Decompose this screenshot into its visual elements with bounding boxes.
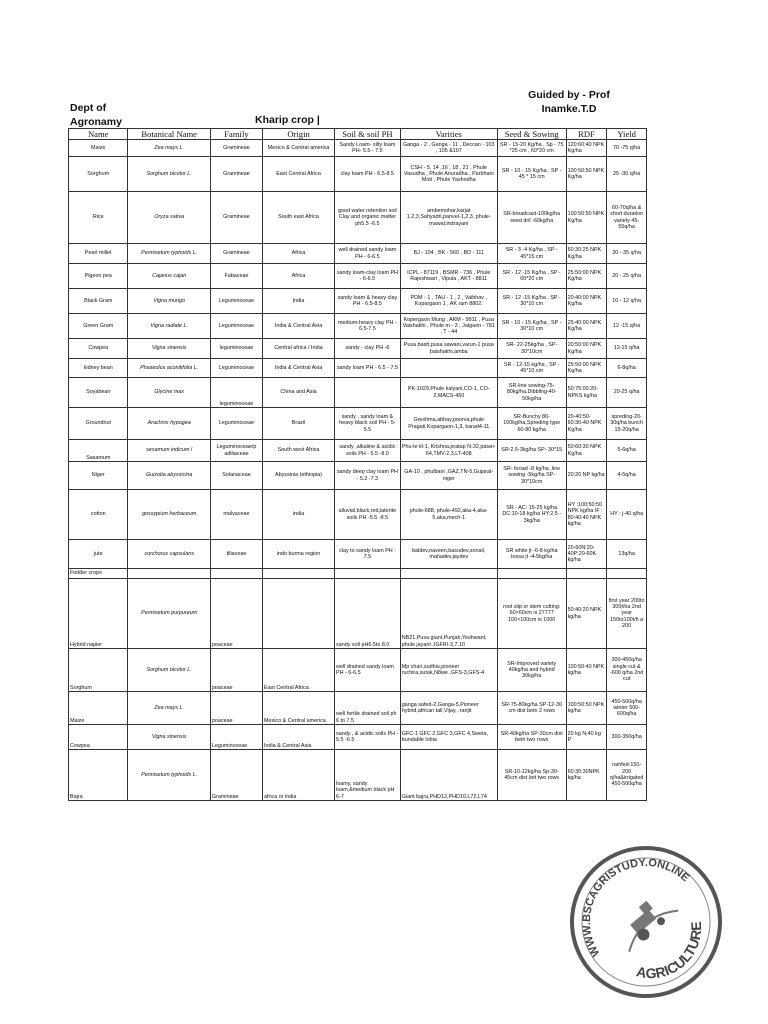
cell-soil: medium-heavy clay PH - 6.5-7.5 xyxy=(335,314,401,339)
cell-yield: first year 200to 300t/ha 2nd year 150to100t/h a 200 xyxy=(607,579,647,649)
cell-varieties: Greshma,abhay,poorva,phule Pragati,Kopargaon-1,3, karad4-11 xyxy=(400,408,497,440)
cell-origin: South east Africa xyxy=(263,192,335,244)
cell-family: leguminoceae xyxy=(210,339,262,359)
cell-family: Gramineae xyxy=(210,244,262,264)
cell-origin: africa or india xyxy=(263,750,335,801)
cell-botanical: Guizotia abyssicina xyxy=(128,462,210,490)
cell-rdf: 20-60N:20-40P:20-60K kg/ha xyxy=(566,540,607,569)
cell-name: Pigeon pea xyxy=(69,264,128,289)
cell-soil: clay to sandy loam PH : 7.5 xyxy=(335,540,401,569)
table-row xyxy=(69,244,647,264)
col-header-botanical: Botanical Name xyxy=(128,129,210,140)
guide-line-1: Guided by - Prof xyxy=(528,89,610,101)
table-row xyxy=(69,440,647,462)
cell-family: malvaceae xyxy=(210,490,262,540)
cell-botanical: Sorghum bicolor L. xyxy=(128,649,210,692)
cell-botanical: Cajanus cajan xyxy=(128,264,210,289)
cell-name: Cowpea xyxy=(69,725,128,750)
table-row xyxy=(69,692,647,725)
cell-rdf: HY :100;50;50 NPK kg/ha IF : 80:40:40 NPK kg/ha xyxy=(566,490,607,540)
cell-name: Sorghum xyxy=(69,649,128,692)
cell-origin: India & Central Asia xyxy=(263,314,335,339)
cell-origin: Abyssinia (ethiopia) xyxy=(263,462,335,490)
cell-varieties: ganga safed-2,Ganga-5,Pioneer hybrid,african tall,Vijay, ,ranjit xyxy=(400,692,497,725)
table-row xyxy=(69,289,647,314)
cell-varieties: Mp chari,sudhiu,pioneer ruchira,sutak,N8we ,GFS-3,GFS-4 xyxy=(400,649,497,692)
cell-sowing: SR-Bunchy 80-100kg/ha,Spreding type 60-80 kg/ha xyxy=(497,408,566,440)
cell-soil: sandy soil pH6.5to 8.0 xyxy=(335,579,401,649)
cell-family: Gramineae xyxy=(210,192,262,244)
cell-soil: good water retention soil Clay and organic matter ph5.5 -6.5 xyxy=(335,192,401,244)
cell-sowing: SR- 22-25kg/ha , SP- 30*10cm xyxy=(497,339,566,359)
cell-soil: loamy, sandy loam,&medium black pH 6-7 xyxy=(335,750,401,801)
cell-name: cotton xyxy=(69,490,128,540)
cell-botanical: Zea mays L. xyxy=(128,140,210,157)
cell-family: Leguminoceae xyxy=(210,314,262,339)
cell-sowing: SR - 12 -15 Kg/ha , SP - 30*10 cm xyxy=(497,289,566,314)
cell-name: Black Gram xyxy=(69,289,128,314)
cell-family: Leguminoceae xyxy=(210,725,262,750)
cell-soil: sandy loam PH - 6.5 - 7.5 xyxy=(335,359,401,378)
cell-varieties: Phu-le til-1, Krishna,pratap N-32,patan-64,TMV-2,3,LT-408 xyxy=(400,440,497,462)
table-row xyxy=(69,725,647,750)
empty-cell xyxy=(607,569,647,579)
cell-rdf: 50:60:30 NPK Kg/ha xyxy=(566,440,607,462)
cell-botanical: Pennisetum typhoids L. xyxy=(128,244,210,264)
cell-varieties: Pusa bastt,pusa sawani,varun-1 pusa baishakhi,amba xyxy=(400,339,497,359)
cell-botanical: Glycine max xyxy=(128,378,210,408)
cell-sowing: SR- broad -8 kg/ha ,line sowing -5kg/ha SP- 30*10cm xyxy=(497,462,566,490)
cell-sowing: SR - 3 -4 Kg/ha , SP - 45*15 cm xyxy=(497,244,566,264)
cell-family: Solanaceae xyxy=(210,462,262,490)
cell-soil: alluvial,black,red,laterite soils PH -5.5 -8.5 xyxy=(335,490,401,540)
cell-varieties: phule-688, phule-492,aka-4,aka-5,aka,mech-1 xyxy=(400,490,497,540)
cell-soil: sandy - clay PH -6 xyxy=(335,339,401,359)
cell-varieties: PK-1029,Phule kalyani,CO-1, CO-2,MACS-450 xyxy=(400,378,497,408)
cell-origin: Mexico & Central america xyxy=(263,140,335,157)
cell-botanical: Vigna sinensis xyxy=(128,339,210,359)
cell-sowing: SR - 12 -15 Kg/ha , SP - 60*20 cm xyxy=(497,264,566,289)
cell-varieties: GFC-1 GFC 2,GFC 3,GFC 4,Sweta, bundable lobia xyxy=(400,725,497,750)
cell-family: poaceae xyxy=(210,649,262,692)
cell-rdf: 20 kg N;40 kg P xyxy=(566,725,607,750)
col-header-varieties: Varities xyxy=(400,129,497,140)
department-label xyxy=(70,101,160,129)
cell-sowing: root slip or stem cutting: 60×60cm is 27777 100×100cm is 1000 xyxy=(497,579,566,649)
cell-yield: 30 - 35 q/ha xyxy=(607,244,647,264)
dept-line-2: Agronamy xyxy=(70,116,122,128)
cell-family: Gramineae xyxy=(210,140,262,157)
seal-bottom-text: AGRICULTURE xyxy=(635,921,705,982)
cell-origin: India & Central Asia xyxy=(263,359,335,378)
cell-soil: sandy ,alkaline & acidic soils PH - 5.5 -8.0 xyxy=(335,440,401,462)
cell-name: kidney bean xyxy=(69,359,128,378)
guide-credit xyxy=(494,88,644,116)
cell-yield: 5-6q/ha xyxy=(607,440,647,462)
cell-family: Leguminoceae xyxy=(210,408,262,440)
cell-varieties: baldev,naveen,basudev,sonali, mahadev,jaydev xyxy=(400,540,497,569)
cell-yield: 10 - 12 q/ha xyxy=(607,289,647,314)
cell-origin: Central africa / India xyxy=(263,339,335,359)
cell-origin: indo burma region xyxy=(263,540,335,569)
cell-yield: 13q/ha xyxy=(607,540,647,569)
cell-soil: sandy loam-clay loam PH - 6-6.5 xyxy=(335,264,401,289)
table-row xyxy=(69,750,647,801)
cell-family: Leguminoceae/p adiliaceae xyxy=(210,440,262,462)
cell-name: Soyabean xyxy=(69,378,128,408)
table-row xyxy=(69,649,647,692)
cell-origin: Africa xyxy=(263,244,335,264)
cell-name: Sorghum xyxy=(69,157,128,192)
cell-family: leguminoceae xyxy=(210,378,262,408)
cell-rdf: 60:30:25 NPK Kg/ha xyxy=(566,244,607,264)
cell-name: Pearl millet xyxy=(69,244,128,264)
cell-sowing: SR-75-80kg/ha SP-12-30 cm dist betn 2 rows xyxy=(497,692,566,725)
cell-sowing: SR-2.5-3kg/ha SP- 30*15 xyxy=(497,440,566,462)
cell-name: jute xyxy=(69,540,128,569)
cell-yield: HY : j-40 q/ha xyxy=(607,490,647,540)
cell-sowing: SR - 12-15 kg/ha , SP - 45*10 cm xyxy=(497,359,566,378)
cell-sowing: SR - 10 - 15 Kg/ha , SP - 30*10 cm xyxy=(497,314,566,339)
cell-botanical: sesamum indicum l xyxy=(128,440,210,462)
cell-name: Groundnut xyxy=(69,408,128,440)
watermark-seal xyxy=(566,842,726,1002)
cell-yield: 25 -30 q/ha xyxy=(607,157,647,192)
cell-soil xyxy=(335,378,401,408)
season-title: Kharip crop | xyxy=(255,114,320,126)
col-header-rdf: RDF xyxy=(566,129,607,140)
cell-soil: sandy , & acidic soils PH - 5.5 -6.5 xyxy=(335,725,401,750)
empty-cell xyxy=(210,569,262,579)
crop-table xyxy=(68,128,647,801)
cell-varieties: Giant bajra,PHD12,PHD10,L72,L74 xyxy=(400,750,497,801)
cell-rdf: 20:50:00 NPK Kg/ha xyxy=(566,339,607,359)
cell-rdf: 20:40:00 NPK Kg/ha xyxy=(566,289,607,314)
cell-rdf: 20-40:50-60:30-40 NPK Kg/ha xyxy=(566,408,607,440)
cell-soil: well drained sandy loam PH - 6-6.5 xyxy=(335,244,401,264)
cell-soil: sandy deep clay loam PH - 5.2 -7.3 xyxy=(335,462,401,490)
cell-botanical: gossypium herbaceum xyxy=(128,490,210,540)
table-row xyxy=(69,579,647,649)
cell-rdf: 100:50:50 NPK Kg/ha xyxy=(566,192,607,244)
cell-botanical: Oryza sativa xyxy=(128,192,210,244)
table-header-row xyxy=(69,129,647,140)
cell-varieties: BJ - 104 , BK - 560 , BD - 111 xyxy=(400,244,497,264)
cell-botanical: Sorghum bicolor L. xyxy=(128,157,210,192)
cell-botanical: Vigna mungo xyxy=(128,289,210,314)
cell-varieties: CSH - 5, 14 ,16 , 18 , 21 , Phule Vasudha , Phule Anuradha , Parbhani Moti , Phule Yashodha xyxy=(400,157,497,192)
cell-botanical: Pennisetum typhoids L. xyxy=(128,750,210,801)
cell-varieties: Ganga - 2 , Ganga - 11 , Deccan - 103 , 105 &107 xyxy=(400,140,497,157)
cell-yield: 450-500q/ha winter 500-600q/ha xyxy=(607,692,647,725)
seal-top-text: WWW.BSCAGRISTUDY.ONLINE xyxy=(580,856,692,959)
cell-soil: sandy loam & heavy clay PH - 6.5-8.5 xyxy=(335,289,401,314)
cell-origin: East Central Africa xyxy=(263,157,335,192)
table-row xyxy=(69,462,647,490)
cell-rdf: 25:50:00 NPK Kg/ha xyxy=(566,359,607,378)
cell-yield: 70 -75 q/ha xyxy=(607,140,647,157)
cell-varieties: GA-10 , phulbani ,GAZ,TN-5,Gujarat-niger xyxy=(400,462,497,490)
cell-soil: sandy , sandy loam & heavy black soil PH - 5-5.5 xyxy=(335,408,401,440)
table-row xyxy=(69,339,647,359)
table-row xyxy=(69,359,647,378)
cell-origin: South west Africa xyxy=(263,440,335,462)
cell-yield: 20-25 q/ha xyxy=(607,378,647,408)
cell-rdf: 60:30:30NPK kg/ha xyxy=(566,750,607,801)
cell-name: Cowpea xyxy=(69,339,128,359)
cell-origin: Africa xyxy=(263,264,335,289)
cell-botanical: Vigna sinensis xyxy=(128,725,210,750)
cell-origin: Brazil xyxy=(263,408,335,440)
table-row xyxy=(69,314,647,339)
tractor-icon xyxy=(611,889,679,953)
cell-origin xyxy=(263,579,335,649)
table-row xyxy=(69,140,647,157)
cell-rdf: 25:40:00 NPK Kg/ha xyxy=(566,314,607,339)
cell-rdf: 120:60:40 NPK Kg/ha xyxy=(566,140,607,157)
table-row xyxy=(69,264,647,289)
cell-soil: clay loam PH - 6.5-8.5 xyxy=(335,157,401,192)
cell-family: Fabaceae xyxy=(210,264,262,289)
cell-rdf: 100:50:50 NPK Kg/ha xyxy=(566,157,607,192)
cell-name: Niger xyxy=(69,462,128,490)
empty-cell xyxy=(400,569,497,579)
empty-cell xyxy=(128,569,210,579)
cell-sowing: SR-40kg/ha SP-30cm dist betn two rows xyxy=(497,725,566,750)
cell-origin: Mexico & Central america xyxy=(263,692,335,725)
cell-sowing: SR-Improved variety 40kg/ha and hybrid 30kg/ha xyxy=(497,649,566,692)
cell-botanical: Pennisetum purpureum xyxy=(128,579,210,649)
cell-family: tiliaceae xyxy=(210,540,262,569)
cell-yield: 300-350q/ha xyxy=(607,725,647,750)
guide-line-2: Inamke.T.D xyxy=(541,103,597,115)
cell-name: Maize xyxy=(69,140,128,157)
col-header-family: Family xyxy=(210,129,262,140)
cell-yield: 6-8q/ha xyxy=(607,359,647,378)
cell-sowing: SR-line sowing-75-80kg/ha,Dibbling-40-50kg/ha xyxy=(497,378,566,408)
cell-yield: 12-15 q/ha xyxy=(607,339,647,359)
cell-botanical: Arachnis hypogea xyxy=(128,408,210,440)
cell-origin: India xyxy=(263,289,335,314)
cell-family: Gramineae xyxy=(210,750,262,801)
table-row xyxy=(69,192,647,244)
cell-family: Leguminoceae xyxy=(210,359,262,378)
cell-yield: 4-5q/ha xyxy=(607,462,647,490)
table-row xyxy=(69,378,647,408)
section-row xyxy=(69,569,647,579)
watermark-logo xyxy=(566,842,726,1002)
cell-origin: India & Central Asia xyxy=(263,725,335,750)
cell-rdf: 100:50:40 NPK kg/ha xyxy=(566,649,607,692)
cell-yield: spreding-20-30q/ha bunch 15-20q/ha xyxy=(607,408,647,440)
empty-cell xyxy=(497,569,566,579)
cell-yield: 12 -15 q/ha xyxy=(607,314,647,339)
cell-sowing: SR - 15-20 Kg/ha , Sp - 75 *25 cm , 60*20 cm xyxy=(497,140,566,157)
cell-botanical: corchorus capsulans xyxy=(128,540,210,569)
cell-yield: rainfed-150-200 q/ha&irrigated 450-500q/ha xyxy=(607,750,647,801)
cell-name: Maize xyxy=(69,692,128,725)
cell-family: poaceae xyxy=(210,579,262,649)
cell-family: Gramineae xyxy=(210,157,262,192)
cell-rdf: 100:50:50 NPK kg/ha xyxy=(566,692,607,725)
cell-botanical: Vigna radiate L. xyxy=(128,314,210,339)
cell-botanical: Phaseolus aconitifolia L. xyxy=(128,359,210,378)
col-header-name: Name xyxy=(69,129,128,140)
cell-yield: 20 - 25 q/ha xyxy=(607,264,647,289)
cell-rdf: 25:50:00 NPK Kg/ha xyxy=(566,264,607,289)
cell-varieties: NB21,Pusa giant,Punjab,Yeshwant, phule jayant ,IGFRI-3,7,10 xyxy=(400,579,497,649)
cell-name: Sasamum xyxy=(69,440,128,462)
cell-origin: india xyxy=(263,490,335,540)
cell-name: Bajra xyxy=(69,750,128,801)
cell-varieties: ambemohar,karjat 1,2,3,Sahyadri,panvel-1,2,3, phule-mawal,indrayani xyxy=(400,192,497,244)
col-header-origin: Origin xyxy=(263,129,335,140)
cell-yield: 300-450q/ha single cut & -600 q/ha 2nd cut xyxy=(607,649,647,692)
empty-cell xyxy=(566,569,607,579)
table-row xyxy=(69,490,647,540)
cell-sowing: SR white jt -6-8 kg/ha tossa jt -4-5kg/ha xyxy=(497,540,566,569)
cell-botanical: Zea mays L. xyxy=(128,692,210,725)
empty-cell xyxy=(335,569,401,579)
cell-family: poaceae xyxy=(210,692,262,725)
col-header-sowing: Seed & Sowing xyxy=(497,129,566,140)
cell-origin: East Central Africa xyxy=(263,649,335,692)
cell-sowing: SR - AC: 15-25 kg/ha DC:10-18 kg/ha HY:2.5 - 3kg/ha xyxy=(497,490,566,540)
cell-rdf: 20:20 NP kg/ha xyxy=(566,462,607,490)
cell-varieties: ICPL - 87119 , BSMR - 736 , Phule Rajeshwari , Vipula , AKT - 8811 xyxy=(400,264,497,289)
cell-sowing: SR-broadcast-100kg/ha seed dril -60kg/ha xyxy=(497,192,566,244)
empty-cell xyxy=(263,569,335,579)
table-row xyxy=(69,408,647,440)
cell-rdf: 50:40:20 NPK kg/ha xyxy=(566,579,607,649)
cell-name: Hybrid napier xyxy=(69,579,128,649)
section-label: Fodder crops xyxy=(69,569,128,579)
table-row xyxy=(69,540,647,569)
cell-rdf: 50:75:00:20- NPKS kg/ha xyxy=(566,378,607,408)
cell-sowing: SR-10-12kg/ha Sp-30-45cm dist bet two rows xyxy=(497,750,566,801)
table-row xyxy=(69,157,647,192)
cell-name: Rice xyxy=(69,192,128,244)
cell-soil: well fertile drained soil ph 6 to 7.5 xyxy=(335,692,401,725)
cell-varieties xyxy=(400,359,497,378)
cell-varieties: PDM - 1 , TAU - 1 , 2 , Vaibhav , Kopargaon 1 , AK ram 8802. xyxy=(400,289,497,314)
dept-line-1: Dept of xyxy=(70,102,107,114)
cell-sowing: SR - 10 - 15 Kg/ha , SP - 45 * 15 cm xyxy=(497,157,566,192)
cell-origin: China and Asia xyxy=(263,378,335,408)
col-header-yield: Yield xyxy=(607,129,647,140)
cell-varieties: Kopergaon Mung , AKM - 9911 , Pusa Vaishakhi , Phule m - 2 , Jalgaon - 781 , T - 44 xyxy=(400,314,497,339)
cell-name: Green Gram xyxy=(69,314,128,339)
col-header-soil: Soil & soil PH xyxy=(335,129,401,140)
cell-yield: 60-70q/ha & short duration variety 45-55q/ha xyxy=(607,192,647,244)
cell-soil: Sandy Loam- silty loam PH- 5.5 - 7.5 xyxy=(335,140,401,157)
cell-soil: well drained sandy loam PH - 6-6.5 xyxy=(335,649,401,692)
cell-family: Leguminoceae xyxy=(210,289,262,314)
